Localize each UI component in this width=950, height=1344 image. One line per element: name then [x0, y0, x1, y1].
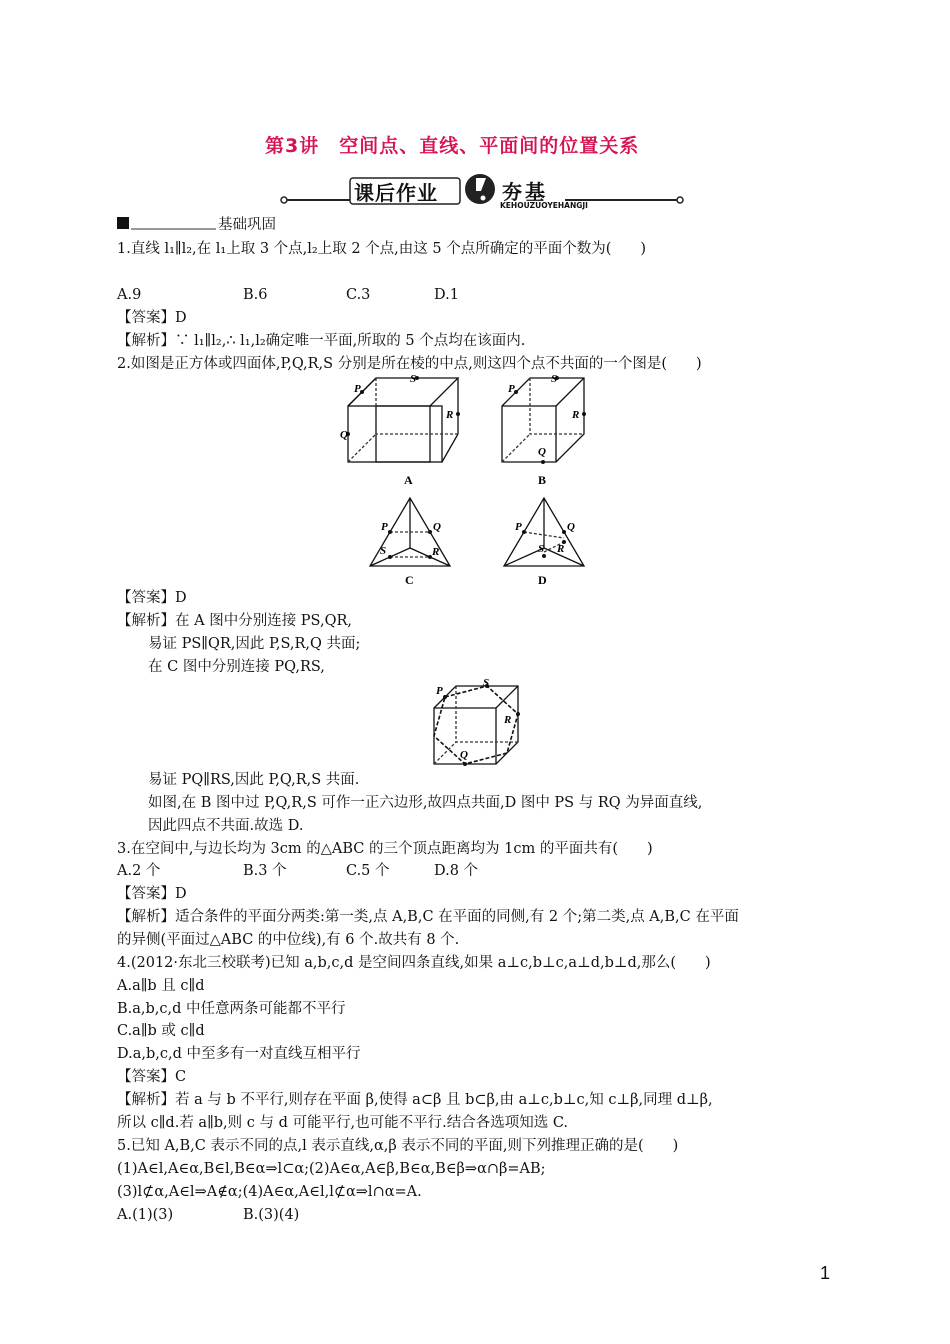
q1-option-a: A.9: [117, 287, 142, 303]
section-marker: [117, 217, 129, 229]
q2-explanation-4: 易证 PQ∥RS,因此 P,Q,R,S 共面.: [148, 772, 360, 788]
q2-explanation-2: 易证 PS∥QR,因此 P,S,R,Q 共面;: [148, 636, 361, 652]
question-5: 5.已知 A,B,C 表示不同的点,l 表示直线,α,β 表示不同的平面,则下列推理正确的是( ): [117, 1138, 679, 1154]
q4-explanation-2: 所以 c∥d.若 a∥b,则 c 与 d 可能平行,也可能不平行.结合各选项知选 C.: [117, 1115, 569, 1131]
label-q: Q: [340, 429, 348, 441]
label-q: Q: [433, 521, 441, 533]
q3-option-d: D.8 个: [434, 863, 479, 879]
page-number: 1: [820, 1263, 831, 1283]
question-4: 4.(2012·东北三校联考)已知 a,b,c,d 是空间四条直线,如果 a⊥c,b⊥c,a⊥d,b⊥d,那么( ): [117, 955, 711, 971]
label-s: S: [483, 678, 490, 689]
q3-option-a: A.2 个: [117, 863, 161, 879]
q1-option-d: D.1: [434, 287, 459, 303]
label-p: P: [354, 383, 361, 395]
q2-explanation-1: 【解析】在 A 图中分别连接 PS,QR,: [117, 613, 352, 629]
banner-subtitle: KEHOUZUOYEHANGJI: [500, 201, 588, 210]
homework-banner: [280, 170, 685, 210]
label-s: S: [410, 373, 417, 385]
q1-explanation: 【解析】∵ l₁∥l₂,∴ l₁,l₂确定唯一平面,所取的 5 个点均在该面内.: [117, 333, 526, 349]
q3-option-b: B.3 个: [243, 863, 287, 879]
q2-explanation-5: 如图,在 B 图中过 P,Q,R,S 可作一正六边形,故四点共面,D 图中 PS 与 RQ 为异面直线,: [148, 795, 703, 811]
banner-graphic: [280, 170, 685, 210]
q2-explanation-6: 因此四点不共面.故选 D.: [148, 818, 304, 834]
q4-option-a: A.a∥b 且 c∥d: [117, 978, 205, 994]
hexagon-cube-figure: [428, 678, 528, 768]
caption-a: A: [404, 473, 413, 487]
label-p: P: [436, 685, 443, 697]
q5-option-b: B.(3)(4): [243, 1207, 300, 1223]
q5-statement-1: (1)A∈l,A∈α,B∈l,B∈α⇒l⊂α;(2)A∈α,A∈β,B∈α,B∈β⇒α∩β=AB;: [117, 1161, 546, 1177]
q1-option-c: C.3: [346, 287, 371, 303]
label-r: R: [572, 409, 580, 421]
label-r: R: [432, 546, 440, 558]
q5-option-a: A.(1)(3): [117, 1207, 174, 1223]
label-r: R: [557, 543, 565, 555]
question-1: 1.直线 l₁∥l₂,在 l₁上取 3 个点,l₂上取 2 个点,由这 5 个点所确定的平面个数为( ): [117, 241, 647, 257]
label-p: P: [508, 383, 515, 395]
q3-answer: 【答案】D: [117, 886, 187, 902]
label-p: P: [381, 521, 388, 533]
label-s: S: [551, 373, 558, 385]
q3-option-c: C.5 个: [346, 863, 390, 879]
label-s: S: [380, 545, 387, 557]
q3-explanation-2: 的异侧(平面过△ABC 的中位线),有 6 个.故共有 8 个.: [117, 932, 460, 948]
q2-explanation-3: 在 C 图中分别连接 PQ,RS,: [148, 659, 325, 675]
question-3: 3.在空间中,与边长均为 3cm 的△ABC 的三个顶点距离均为 1cm 的平面共有( ): [117, 841, 653, 857]
section-title: 基础巩固: [218, 217, 276, 233]
q4-answer: 【答案】C: [117, 1069, 187, 1085]
label-r: R: [446, 409, 454, 421]
label-p: P: [515, 521, 522, 533]
section-underline: [131, 228, 216, 230]
q2-answer: 【答案】D: [117, 590, 187, 606]
banner-right-text: 夯基: [502, 180, 548, 204]
page-title: 第3讲 空间点、直线、平面间的位置关系: [265, 135, 640, 157]
label-q: Q: [538, 446, 546, 458]
label-q: Q: [460, 749, 468, 761]
caption-c: C: [405, 573, 414, 587]
q3-explanation-1: 【解析】适合条件的平面分两类:第一类,点 A,B,C 在平面的同侧,有 2 个;第二类,点 A,B,C 在平面: [117, 909, 739, 925]
q4-option-b: B.a,b,c,d 中任意两条可能都不平行: [117, 1001, 346, 1017]
label-r: R: [504, 714, 512, 726]
q1-option-b: B.6: [243, 287, 268, 303]
question-2: 2.如图是正方体或四面体,P,Q,R,S 分别是所在棱的中点,则这四个点不共面的一个图是( ): [117, 356, 702, 372]
q5-statement-2: (3)l⊄α,A∈l⇒A∉α;(4)A∈α,A∈l,l⊄α⇒l∩α=A.: [117, 1184, 422, 1200]
q4-option-c: C.a∥b 或 c∥d: [117, 1023, 205, 1039]
caption-d: D: [538, 573, 547, 587]
q2-figures: [340, 370, 620, 595]
banner-left-text: 课后作业: [354, 181, 438, 205]
label-s: S: [538, 543, 545, 555]
q4-explanation-1: 【解析】若 a 与 b 不平行,则存在平面 β,使得 a⊂β 且 b⊂β,由 a⊥c,b⊥c,知 c⊥β,同理 d⊥β,: [117, 1092, 713, 1108]
caption-b: B: [538, 473, 547, 487]
label-q: Q: [567, 521, 575, 533]
q4-option-d: D.a,b,c,d 中至多有一对直线互相平行: [117, 1046, 361, 1062]
q1-answer: 【答案】D: [117, 310, 187, 326]
